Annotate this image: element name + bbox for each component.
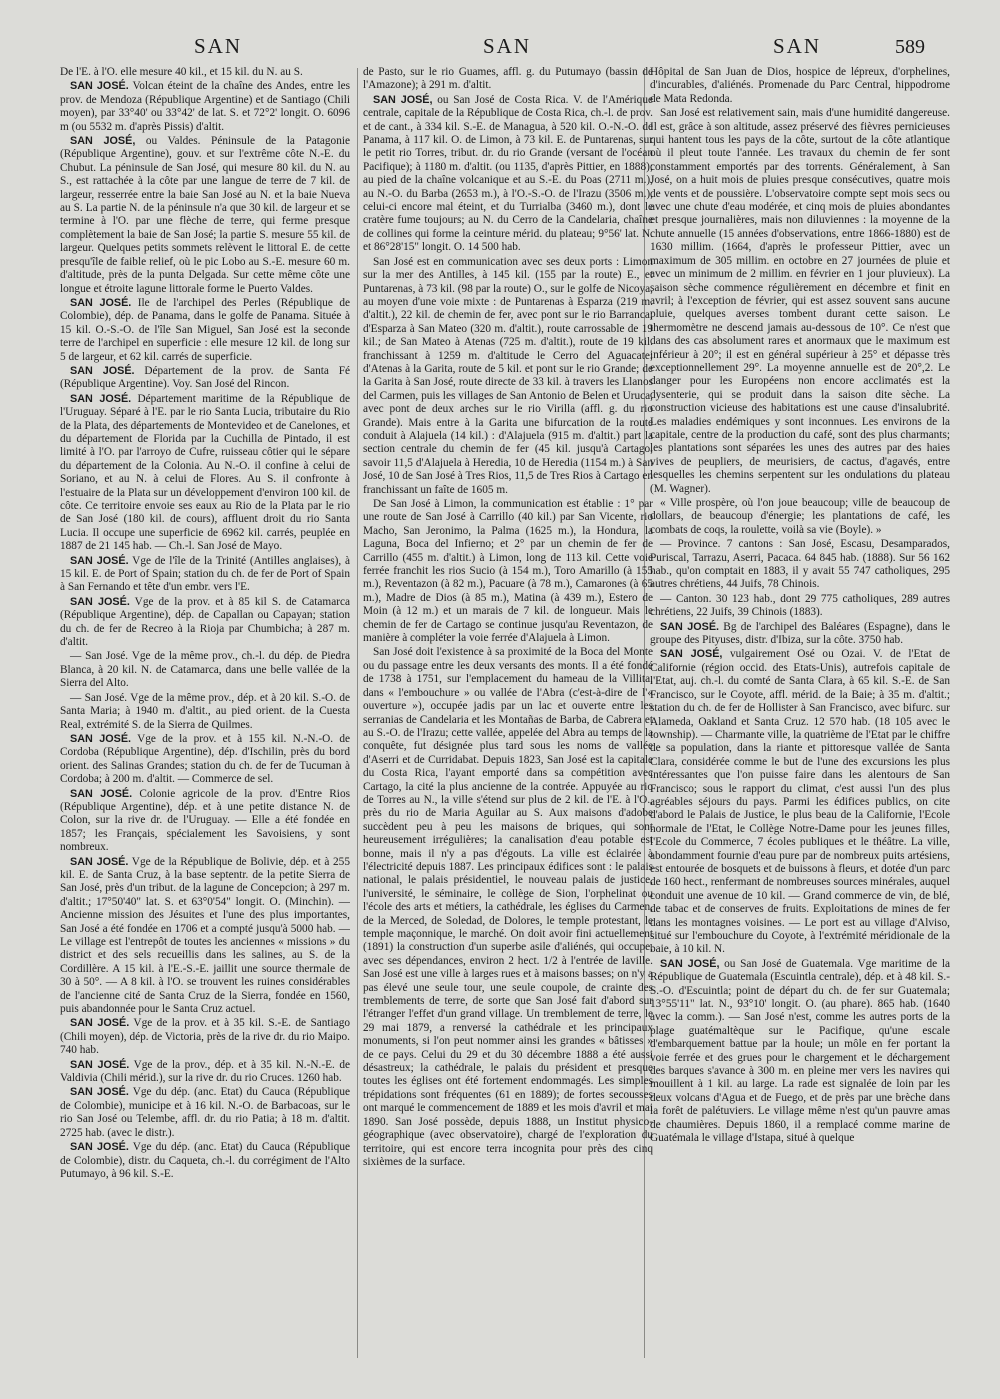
dictionary-entry — [60, 135, 350, 296]
dictionary-entry — [60, 733, 350, 787]
dictionary-entry — [363, 256, 653, 497]
entry-headword: SAN JOSÉ. — [70, 855, 129, 868]
entry-headword: SAN JOSÉ, — [373, 93, 433, 106]
entry-text: Vge de la République de Bolivie, dép. et à 255 kil. E. de Santa Cruz, à la base septentr. de la petite Sierra de San José, près d'un tribut. de la lagune de Concepcion; à 297 m. d'altit.; 17°50'40" lat. S. et 63°0'54" longit. O. (Minchin). — Ancienne mission des Jésuites et l'une des plus importantes, San José a été fondée en 1706 et a compté jusqu'à 5000 hab. — Le village est l'entrepôt de toutes les anciennes « missions » du district et des sels recueillis dans les salines, au S. de la Cordillère. A 15 kil. à l'E.-S.-E. jaillit une source thermale de 30 à 50°. — A 8 kil. à l'O. se trouvent les ruines considérables de l'ancienne cité de Santa Cruz de la Sierra, fondée en 1560, puis abandonnée pour le Santa Cruz actuel. — [60, 855, 350, 1016]
text-column-1 — [60, 66, 350, 1391]
entry-text: ou Valdes. Péninsule de la Patagonie (République Argentine), gouv. et sur l'extrême côte N.-E. du Chubut. La péninsule de San José, qui mesure 80 kil. du N. au S., est rattachée à la côte par une langue de terre de 7 kil. de largeur, resserrée entre la baie San José au N. et la baie Nueva au S. La partie N. de la péninsule n'a que 30 kil. de largeur et se termine à l'O. par une flèche de terre, qui ferme presque complètement la baie de San José; la partie S. mesure 55 kil. de largeur. Quelques petits sommets relèvent le littoral E. de cette presqu'île de faible relief, où le pic Lobo au S.-E. mesure 60 m. d'altitude, près de la punta Delgada. Sur cette même côte une longue et étroite lagune littorale forme le Puerto Valdes. — [60, 135, 350, 295]
dictionary-entry — [60, 596, 350, 650]
entry-text: Ile de l'archipel des Perles (République de Colombie), dép. de Panama, dans le golfe de Panama. Située à 15 kil. O.-S.-O. de l'île San Miguel, San José est la seconde terre de l'archipel en superficie : elle mesure 12 kil. de long sur 5 de largeur, et 62 kil. carrés de superficie. — [60, 296, 350, 363]
entry-text: ou San José de Costa Rica. V. de l'Amérique centrale, capitale de la République de Costa Rica, ch.-l. de prov. et de cant., à 334 kil. S.-E. de Managua, à 520 kil. O.-N.-O. de Panama, à 117 kil. O. de Limon, à 73 kil. E. de Puntarenas, sur le petit rio Torres, tribut. dr. du rio Grande (versant de l'océan Pacifique); à 1180 m. d'altit. (ou 1135, d'après Pittier, en 1888); au pied de la chaîne volcanique et au S.-E. du Poas (2711 m.), au N.-O. du Barba (2653 m.), à l'O.-S.-O. de l'Irazu (3506 m.), celui-ci encore mal éteint, et du Turrialba (3460 m.), dont le cratère fume toujours; au N. du Cerro de la Candelaria, chaîne de collines qui forme la ceinture mérid. du plateau; 9°56' lat. N. et 86°28'15" longit. O. 14 500 hab. — [363, 93, 653, 254]
text-column-3 — [650, 66, 950, 1391]
entry-text: Volcan éteint de la chaîne des Andes, entre les prov. de Mendoza (République Argentine) et de Santiago (Chili moyen), par 33°40' ou 33°42' de lat. S. et 72°2' longit. O. 6096 m (ou 5532 m. d'après Pissis) d'altit. — [60, 80, 350, 133]
text-column-2 — [363, 66, 653, 1391]
dictionary-entry — [650, 593, 950, 620]
entry-text: — Canton. 30 123 hab., dont 29 775 catholiques, 289 autres chrétiens, 22 Juifs, 39 Chinois (1883). — [650, 592, 950, 619]
dictionary-entry — [363, 94, 653, 255]
dictionary-entry — [363, 646, 653, 1169]
dictionary-entry — [60, 650, 350, 690]
dictionary-entry — [650, 538, 950, 592]
dictionary-entry — [60, 393, 350, 554]
dictionary-entry — [60, 1086, 350, 1140]
entry-text: Vge de la prov. et à 35 kil. S.-E. de Santiago (Chili moyen), dép. de Victoria, près de la rive dr. du rio Maipo. 740 hab. — [60, 1017, 350, 1057]
entry-text: Département maritime de la République de l'Uruguay. Séparé à l'E. par le rio Santa Lucia, tributaire du Rio de la Plata, des départements de Montevideo et de Canelones, et du département de Florida par la Cuchilla de Pintado, il est limité à l'O. par l'arroyo de Cufre, ruisseau côtier qui le sépare du département de la Colonia. Au N.-O. il confine à celui de Soriano, et au N. à celui de Flores. Au S. il confronte à l'estuaire de la Plata sur un développement d'environ 100 kil. de côte. Ce territoire envoie ses eaux au Rio de la Plata par le rio de San José (180 kil. de cours), affluent droit du rio Santa Lucia. Il occupe une superficie de 6962 kil. carrés, peuplée en 1887 de 21 145 hab. — Ch.-l. San José de Mayo. — [60, 392, 350, 553]
entry-text: — San José. Vge de la même prov., ch.-l. du dép. de Piedra Blanca, à 20 kil. N. de Catamarca, dans une belle vallée de la Sierra del Alto. — [60, 650, 350, 690]
entry-text: ou San José de Guatemala. Vge maritime de la République de Guatemala (Escuintla centrale), dép. et à 48 kil. S.-S.-O. d'Escuintla; point de départ du ch. de fer sur Guatemala; 13°55'11" lat. N., 93°10' longit. O. (au phare). 865 hab. (1640 avec la comm.). — San José n'est, comme les autres ports de la plage guatémaltèque sur le Pacifique, qu'une escale d'embarquement battue par la houle; un môle en fer portant la voie ferrée et des grues pour le chargement et le déchargement des barques s'avance à 300 m. en pleine mer vers les navires qui mouillent à 1 kil. au large. La rade est signalée de loin par les deux volcans d'Agua et de Fuego, et de près par une brèche dans la forêt de palétuviers. Le village même n'est qu'un pauvre amas de chaumières. Depuis 1860, il a remplacé comme marine de Guatémala le village d'Istapa, situé à quelque — [650, 957, 950, 1145]
entry-text: Vge de l'île de la Trinité (Antilles anglaises), à 15 kil. E. de Port of Spain; station du ch. de fer de Port of Spain à San Fernando et tête d'un embr. vers l'E. — [60, 554, 350, 594]
running-head-right: SAN — [773, 34, 822, 58]
dictionary-entry — [60, 80, 350, 134]
dictionary-entry — [650, 958, 950, 1146]
entry-text: De San José à Limon, la communication est établie : 1° par une route de San José à Carrillo (40 kil.) par San Vicente, rio Macho, San Jeronimo, la Palma (1625 m.), la Hondura, la Laguna, Boca del Infierno; et 2° par un chemin de fer de Carrillo (455 m. d'altit.) à Limon, long de 113 kil. Cette voie ferrée franchit les rios Sucio (à 154 m.), Toro Amarillo (à 155 m.), Reventazon (à 82 m.), Pacuare (à 78 m.), Camarones (à 65 m.), Madre de Dios (à 85 m.), Matina (à 439 m.), Estero de Moin (à 12 m.) et un marais de 7 kil. de longueur. Mais le chemin de fer de Cartago se continue jusqu'au Reventazon, de manière à compléter la voie ferrée d'Alajuela à Limon. — [363, 498, 653, 645]
entry-text: Vge de la prov. et à 155 kil. N.-N.-O. de Cordoba (République Argentine), dép. d'Ischilin, près du bord orient. des Salinas Grandes; station du ch. de fer de Tucuman à Cordoba; à 200 m. d'altit. — Commerce de sel. — [60, 732, 350, 786]
dictionary-entry — [650, 66, 950, 106]
entry-headword: SAN JOSÉ. — [70, 296, 132, 309]
dictionary-entry — [60, 66, 350, 79]
entry-text: San José est en communication avec ses deux ports : Limon sur la mer des Antilles, à 145 kil. (155 par la route) E., et Puntarenas, à 73 kil. (98 par la route) O., sur le golfe de Nicoya, au moyen d'une voie mixte : de Puntarenas à Esparza (219 m. d'altit.), 22 kil. de chemin de fer, avec pont sur le rio Barranca; d'Esparza à San Mateo (320 m. d'altit.), route carrossable de 19 kil.; de San Mateo à Atenas (725 m. d'altit.), route de 19 kil. franchissant à 1259 m. d'altitude le Cerro del Aguacate; d'Atenas à la Garita, route de 5 kil. et pont sur le rio Grande; de la Garita à San José, route directe de 33 kil. à travers les Llanos del Carmen, puis les villages de San Antonio de Belen et Uruca, avec pont de deux arches sur le rio Virilla (affl. g. du rio Grande). Mais entre à la Garita une bifurcation de la route conduit à Alajuela (14 kil.) : d'Alajuela (915 m. d'altit.) part la section centrale du chemin de fer (45 kil. jusqu'à Cartago, savoir 11,5 d'Alajuela à Heredia, 10 de Heredia (1154 m.) à San José, 10 de San José à Tres Rios, 11,5 de Tres Rios à Cartago en franchissant un faîte de 1605 m. — [363, 255, 653, 496]
entry-text: Vge de la prov., dép. et à 35 kil. N.-N.-E. de Valdivia (Chili mérid.), sur la rive dr. du rio Cruces. 1260 hab. — [60, 1058, 350, 1085]
entry-headword: SAN JOSÉ. — [70, 1141, 129, 1154]
entry-headword: SAN JOSÉ. — [70, 595, 130, 608]
dictionary-entry — [60, 1059, 350, 1086]
dictionary-entry — [60, 297, 350, 364]
entry-text: Colonie agricole de la prov. d'Entre Rios (République Argentine), dép. et à une petite distance N. de Colon, sur la rive dr. de l'Uruguay. — Elle a été fondée en 1857; les Français, spécialement les Savoisiens, y sont nombreux. — [60, 787, 350, 854]
entry-headword: SAN JOSÉ. — [70, 1017, 130, 1030]
dictionary-entry — [650, 497, 950, 537]
entry-text: Vge du dép. (anc. Etat) du Cauca (République de Colombie), distr. du Caqueta, ch.-l. du corrégiment de l'Alto Putumayo, à 96 kil. S.-E. — [60, 1141, 350, 1180]
dictionary-entry — [60, 1017, 350, 1057]
entry-headword: SAN JOSÉ, — [70, 135, 136, 148]
column-rule — [357, 68, 358, 1358]
entry-headword: SAN JOSÉ. — [660, 620, 720, 633]
dictionary-entry — [363, 66, 653, 93]
page-header — [0, 34, 1000, 64]
dictionary-entry — [60, 856, 350, 1017]
entry-text: — San José. Vge de la même prov., dép. et à 20 kil. S.-O. de Santa Maria; à 1940 m. d'altit., au pied orient. de la Cuesta Real, extrémité S. de la Sierra de Quilmes. — [60, 691, 350, 731]
dictionary-entry — [60, 692, 350, 732]
entry-headword: SAN JOSÉ. — [70, 1086, 129, 1099]
entry-headword: SAN JOSÉ. — [70, 732, 132, 745]
entry-text: San José doit l'existence à sa proximité de la Boca del Monte ou du passage entre les deux versants des monts. Il a été fondé de 1738 à 1751, sur l'emplacement du hameau de la Villita, dans « l'embouchure » ou vallée de l'Abra (c'est-à-dire de l'« ouverture »), occupée jadis par un lac et ouverte entre les serranias de Candelaria et les Montañas de Barba, de Cabrera et au S.-O. de l'Irazu; cette vallée, appelée del Abra au temps de la conquête, fut désignée plus tard sous les noms de vallée d'Aserri et de Curridabat. Depuis 1823, San José est la capitale du Costa Rica, l'ayant emporté dans sa compétition avec Cartago, la cité la plus ancienne de la contrée. Appuyée au rio de Torres au N., la ville s'étend sur plus de 2 kil. de l'E. à l'O., près du rio de Maria Aguilar au S. Aux maisons d'adobe succèdent peu à peu les maisons de briques, qui sont heureusement irrégulières; la canalisation d'eau potable est bonne, mais il n'y a pas d'égouts. La ville est éclairée à l'électricité depuis 1887. Les principaux édifices sont : le palais national, le palais présidentiel, le nouveau palais de justice, l'université, le séminaire, le collège de Sion, l'orphelinat ou l'école des arts et métiers, la cathédrale, les églises du Carmen, de la Merced, de Soledad, de Dolores, le temple protestant, le temple maçonnique, le marché. On doit avoir fini actuellement (1891) la construction d'un superbe asile d'aliénés, qui occupe, avec ses dépendances, environ 2 hect. 1/2 à l'entrée de laville. San José est une ville à larges rues et à maisons basses; on n'y a pas élevé une seule tour, une seule coupole, de crainte des tremblements de terre, de sorte que San José fait d'abord sur l'étranger l'effet d'un grand village. Un tremblement de terre, le 29 mai 1879, a renversé la cathédrale et les principaux monuments, si l'on peut nommer ainsi les grandes « bâtisses » de ce pays. Celui du 29 et du 30 décembre 1888 a été aussi désastreux; la cathédrale, le palais du président et presque toutes les églises ont été fortement endommagés. Les simples trépidations sont fréquentes (61 en 1889); de fortes secousses ont marqué le commencement de 1889 et les mois d'avril et mai 1890. San José possède, depuis 1888, un Institut physico-géographique (avec observatoire), chargé de l'exploration du territoire, qui est encore terra incognita pour près des cinq sixièmes de la surface. — [363, 646, 653, 1168]
entry-headword: SAN JOSÉ. — [70, 554, 129, 567]
dictionary-entry — [650, 648, 950, 956]
entry-headword: SAN JOSÉ. — [70, 392, 132, 405]
entry-headword: SAN JOSÉ, — [660, 648, 723, 661]
dictionary-entry — [650, 107, 950, 496]
entry-headword: SAN JOSÉ. — [70, 787, 133, 800]
dictionary-entry — [60, 1141, 350, 1181]
entry-headword: SAN JOSÉ. — [70, 80, 129, 93]
page-number: 589 — [895, 36, 925, 58]
entry-text: « Ville prospère, où l'on joue beaucoup; ville de beaucoup de dollars, de beaucoup d'énergie; les plantations de café, les combats de coqs, la roulette, voilà sa vie (Boyle). » — [650, 497, 950, 536]
entry-headword: SAN JOSÉ. — [70, 1058, 130, 1071]
entry-text: San José est relativement sain, mais d'une humidité dangereuse. Il est, grâce à son altitude, assez préservé des fièvres pernicieuses qui hantent tous les pays de la côte, surtout de la côte atlantique où il pleut toute l'année. Les travaux du chemin de fer sont constamment emportés par des torrents. Généralement, à San José, on a huit mois de pluies presque consécutives, quatre mois de vents et de poussière. L'observatoire compte sept mois secs ou avec une chute d'eau modérée, et cinq mois de pluies abondantes et presque journalières, mais non diluviennes : la moyenne de la chute annuelle (15 années d'observations, entre 1866-1880) est de 1630 millim. (1664, d'après le professeur Pittier, avec un maximum de 305 millim. en octobre en 27 journées de pluie et avec un minimum de 2 millim. en février en 1 jour pluvieux). La saison sèche commence régulièrement en décembre et finit en avril; à l'exception de février, qui est assez souvent sans aucune pluie, quelques averses tombent durant cette saison. Le thermomètre ne descend jamais au-dessous de 10°. Ce n'est que dans des cas absolument rares et anormaux que le maximum est inférieur à 20°; il est en général supérieur à 25° et dépasse très exceptionnellement 29°. La moyenne annuelle est de 20°,2. Le danger pour les Européens non encore acclimatés est la dysenterie, qui se produit dans la saison dite sèche. La construction vicieuse des habitations est une cause d'insalubrité. Les maladies endémiques y sont inconnues. Les environs de la capitale, centre de la production du café, sont des plus charmants; les plantations sont séparées les unes des autres par des haies vives de peupliers, de meurisiers, de cactus, d'agavés, entre lesquelles les chemins serpentent sur les ondulations du plateau (M. Wagner). — [650, 107, 950, 495]
entry-text: de Pasto, sur le rio Guames, affl. g. du Putumayo (bassin de l'Amazone); à 291 m. d'altit. — [363, 66, 653, 92]
entry-text: Bg de l'archipel des Baléares (Espagne), dans le groupe des Pityuses, distr. d'Ibiza, sur la côte. 3750 hab. — [650, 620, 950, 647]
dictionary-entry — [650, 621, 950, 648]
dictionary-entry — [60, 788, 350, 855]
entry-text: Hôpital de San Juan de Dios, hospice de lépreux, d'orphelines, d'incurables, d'aliénés. Promenade du Parc Central, hippodrome de Mata Redonda. — [650, 66, 950, 105]
dictionary-entry — [60, 555, 350, 595]
running-head-left: SAN — [194, 34, 243, 58]
entry-text: Vge du dép. (anc. Etat) du Cauca (République de Colombie), municipe et à 16 kil. N.-O. de Barbacoas, sur le rio San José ou Telembe, affl. dr. du rio Patia; à 18 m. d'altit. 2725 hab. (avec le distr.). — [60, 1086, 350, 1139]
running-head-center: SAN — [483, 34, 532, 58]
entry-headword: SAN JOSÉ, — [660, 957, 720, 970]
dictionary-entry — [60, 365, 350, 392]
entry-text: Département de la prov. de Santa Fé (République Argentine). Voy. San José del Rincon. — [60, 364, 350, 391]
entry-text: — Province. 7 cantons : San José, Escasu, Desamparados, Puriscal, Tarrazu, Aserri, Pacaca. 64 845 hab. (1888). Sur 56 162 hab., qu'on comptait en 1883, il y avait 55 747 catholiques, 295 autres chrétiens, 44 Juifs, 78 Chinois. — [650, 538, 950, 591]
entry-text: vulgairement Osé ou Ozai. V. de l'Etat de Californie (région occid. des Etats-Unis), autrefois capitale de l'Etat, auj. ch.-l. du comté de Santa Clara, à 65 kil. S.-E. de San Francisco, sur le Coyote, affl. mérid. de la Baie; à 35 m. d'altit.; station du ch. de fer de Hollister à San Francisco, avec bifurc. sur Alameda, Oakland et Santa Cruz. 12 570 hab. (18 105 avec le township). — Charmante ville, la quatrième de l'Etat par le chiffre de sa population, dans la riante et pittoresque vallée de Santa Clara, considérée comme le but de l'une des excursions les plus intéressantes que l'on puisse faire dans les alentours de San Francisco; sous le rapport du climat, c'est aussi l'un des plus agréables séjours du pays. Parmi les édifices publics, on cite d'abord le Palais de Justice, le plus beau de la Californie, l'Ecole normale de l'Etat, le Collège Notre-Dame pour les jeunes filles, l'Ecole du Commerce, 7 écoles publiques et le théâtre. La ville, abondamment fournie d'eau pure par de nombreux puits artésiens, est entourée de bosquets et de buissons à fleurs, et dotée d'un parc de 160 hect., renfermant de nombreuses sources minérales, auquel conduit une avenue de 10 kil. — Grand commerce de vin, de blé, de tabac et de conserves de fruits. Exploitations de mines de fer dans les montagnes voisines. — Le port est au village d'Alviso, situé sur l'embouchure du Coyote, à l'extrémité méridionale de la baie, à 10 kil. N. — [650, 648, 950, 956]
entry-text: De l'E. à l'O. elle mesure 40 kil., et 15 kil. du N. au S. — [60, 66, 303, 78]
entry-text: Vge de la prov. et à 85 kil S. de Catamarca (République Argentine), dép. de Capallan ou Capayan; station du ch. de fer de Recreo à la Rioja par Chumbicha; à 287 m. d'altit. — [60, 595, 350, 649]
entry-headword: SAN JOSÉ. — [70, 364, 135, 377]
dictionary-entry — [363, 498, 653, 645]
